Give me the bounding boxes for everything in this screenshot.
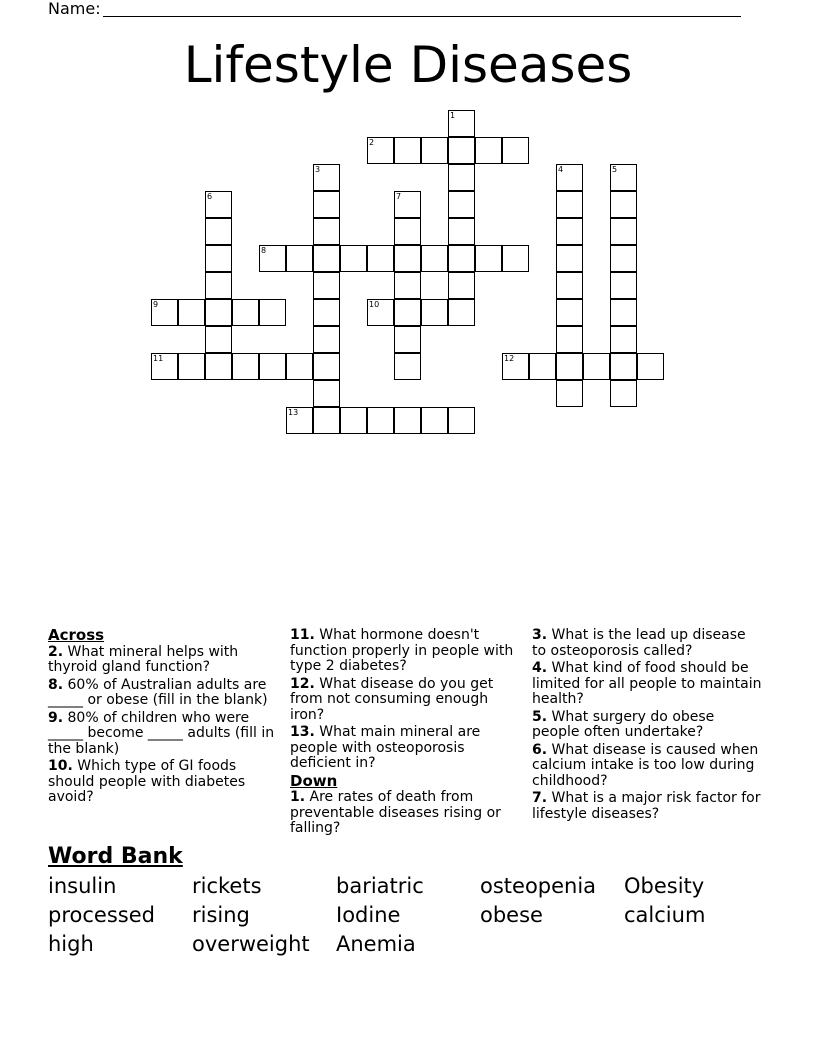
clue-number-label: 11 (153, 354, 164, 363)
clues-column-3 (532, 628, 764, 824)
word-bank-title: Word Bank (48, 844, 183, 869)
crossword-cell[interactable] (610, 353, 637, 380)
crossword-cell[interactable] (313, 353, 340, 380)
crossword-cell[interactable] (367, 245, 394, 272)
crossword-cell[interactable] (394, 353, 421, 380)
word-bank-item: Iodine (336, 903, 401, 927)
crossword-cell[interactable] (421, 137, 448, 164)
crossword-cell[interactable] (475, 245, 502, 272)
crossword-cell[interactable] (313, 272, 340, 299)
crossword-cell[interactable] (448, 191, 475, 218)
clue-down-1: 1. Are rates of death from preventable diseases rising or falling? (290, 789, 501, 836)
across-heading: Across (48, 626, 105, 644)
crossword-cell[interactable] (313, 380, 340, 407)
clue-across-2: 2. What mineral helps with thyroid gland function? (48, 643, 239, 675)
crossword-cell[interactable] (421, 245, 448, 272)
crossword-cell[interactable] (448, 272, 475, 299)
down-heading: Down (290, 771, 338, 790)
crossword-cell[interactable] (556, 245, 583, 272)
crossword-cell[interactable] (502, 245, 529, 272)
crossword-cell[interactable] (313, 299, 340, 326)
crossword-cell[interactable] (448, 164, 475, 191)
clue-down-7: 7. What is a major risk factor for lifestyle diseases? (532, 790, 761, 822)
crossword-cell[interactable] (259, 353, 286, 380)
crossword-cell[interactable] (286, 353, 313, 380)
crossword-cell[interactable] (394, 245, 421, 272)
word-bank-item: obese (480, 903, 543, 927)
clues-column-1 (48, 628, 280, 808)
crossword-cell[interactable] (556, 380, 583, 407)
clue-down-6: 6. What disease is caused when calcium intake is too low during childhood? (532, 741, 759, 789)
crossword-cell[interactable] (367, 407, 394, 434)
clue-number-label: 1 (450, 111, 456, 120)
clue-across-13: 13. What main mineral are people with osteoporosis deficient in? (290, 724, 481, 771)
clue-across-8: 8. 60% of Australian adults are _____ or obese (fill in the blank) (48, 676, 268, 708)
crossword-cell[interactable] (178, 353, 205, 380)
word-bank-item: overweight (192, 932, 310, 956)
clue-number-label: 10 (369, 300, 380, 309)
word-bank-item: bariatric (336, 874, 424, 898)
crossword-cell[interactable] (556, 218, 583, 245)
crossword-cell[interactable] (394, 407, 421, 434)
word-bank-item: rickets (192, 874, 262, 898)
crossword-cell[interactable] (313, 218, 340, 245)
word-bank-item: calcium (624, 903, 706, 927)
crossword-cell[interactable] (313, 245, 340, 272)
crossword-cell[interactable] (394, 137, 421, 164)
clues-column-2 (290, 628, 522, 839)
crossword-cell[interactable] (448, 299, 475, 326)
crossword-cell[interactable] (475, 137, 502, 164)
crossword-cell[interactable] (448, 218, 475, 245)
word-bank-item: osteopenia (480, 874, 597, 898)
clue-number-label: 9 (153, 300, 159, 309)
clue-number-label: 2 (369, 138, 375, 147)
name-label: Name: (48, 0, 101, 18)
clue-number-label: 8 (261, 246, 267, 255)
crossword-cell[interactable] (205, 218, 232, 245)
crossword-cell[interactable] (340, 407, 367, 434)
crossword-cell[interactable] (421, 407, 448, 434)
crossword-cell[interactable] (556, 326, 583, 353)
crossword-cell[interactable] (529, 353, 556, 380)
crossword-cell[interactable] (610, 218, 637, 245)
clue-down-5: 5. What surgery do obese people often undertake? (532, 708, 715, 740)
clue-number-label: 12 (504, 354, 515, 363)
word-bank-item: high (48, 932, 94, 956)
crossword-cell[interactable] (205, 326, 232, 353)
crossword-cell[interactable] (286, 245, 313, 272)
word-bank-item: processed (48, 903, 155, 927)
crossword-cell[interactable] (313, 191, 340, 218)
crossword-cell[interactable] (610, 272, 637, 299)
crossword-cell[interactable] (610, 380, 637, 407)
crossword-cell[interactable] (556, 191, 583, 218)
crossword-cell[interactable] (610, 191, 637, 218)
crossword-cell[interactable] (610, 326, 637, 353)
clue-down-4: 4. What kind of food should be limited for all people to maintain health? (532, 660, 762, 707)
clue-down-3: 3. What is the lead up disease to osteoporosis called? (532, 627, 746, 659)
crossword-cell[interactable] (340, 245, 367, 272)
crossword-cell[interactable] (232, 353, 259, 380)
crossword-cell[interactable] (448, 245, 475, 272)
clue-across-12: 12. What disease do you get from not consuming enough iron? (290, 675, 494, 723)
crossword-cell[interactable] (610, 245, 637, 272)
clue-number-label: 6 (207, 192, 213, 201)
crossword-cell[interactable] (556, 272, 583, 299)
crossword-cell[interactable] (448, 407, 475, 434)
crossword-cell[interactable] (637, 353, 664, 380)
crossword-cell[interactable] (394, 326, 421, 353)
crossword-cell[interactable] (610, 299, 637, 326)
clue-number-label: 13 (288, 408, 299, 417)
crossword-cell[interactable] (394, 218, 421, 245)
word-bank-item: insulin (48, 874, 117, 898)
clue-across-9: 9. 80% of children who were _____ become _____ adults (fill in the blank) (48, 709, 275, 757)
word-bank (48, 872, 768, 959)
crossword-cell[interactable] (232, 299, 259, 326)
clue-across-11: 11. What hormone doesn't function properly in people with type 2 diabetes? (290, 627, 514, 674)
crossword-cell[interactable] (313, 407, 340, 434)
word-bank-item: Obesity (624, 874, 705, 898)
clue-across-10: 10. Which type of GI foods should people with diabetes avoid? (48, 758, 246, 805)
clue-number-label: 4 (558, 165, 564, 174)
crossword-cell[interactable] (394, 299, 421, 326)
crossword-cell[interactable] (259, 299, 286, 326)
crossword-cell[interactable] (502, 137, 529, 164)
crossword-grid (0, 0, 816, 440)
page-title: Lifestyle Diseases (183, 36, 633, 94)
clue-number-label: 3 (315, 165, 321, 174)
clue-number-label: 7 (396, 192, 402, 201)
crossword-cell[interactable] (178, 299, 205, 326)
crossword-cell[interactable] (556, 353, 583, 380)
clue-number-label: 5 (612, 165, 618, 174)
crossword-cell[interactable] (313, 326, 340, 353)
crossword-cell[interactable] (205, 245, 232, 272)
word-bank-item: rising (192, 903, 250, 927)
crossword-cell[interactable] (205, 353, 232, 380)
crossword-cell[interactable] (205, 299, 232, 326)
word-bank-item: Anemia (336, 932, 416, 956)
crossword-cell[interactable] (205, 272, 232, 299)
crossword-cell[interactable] (421, 299, 448, 326)
crossword-cell[interactable] (583, 353, 610, 380)
crossword-cell[interactable] (394, 272, 421, 299)
crossword-cell[interactable] (448, 137, 475, 164)
crossword-cell[interactable] (556, 299, 583, 326)
